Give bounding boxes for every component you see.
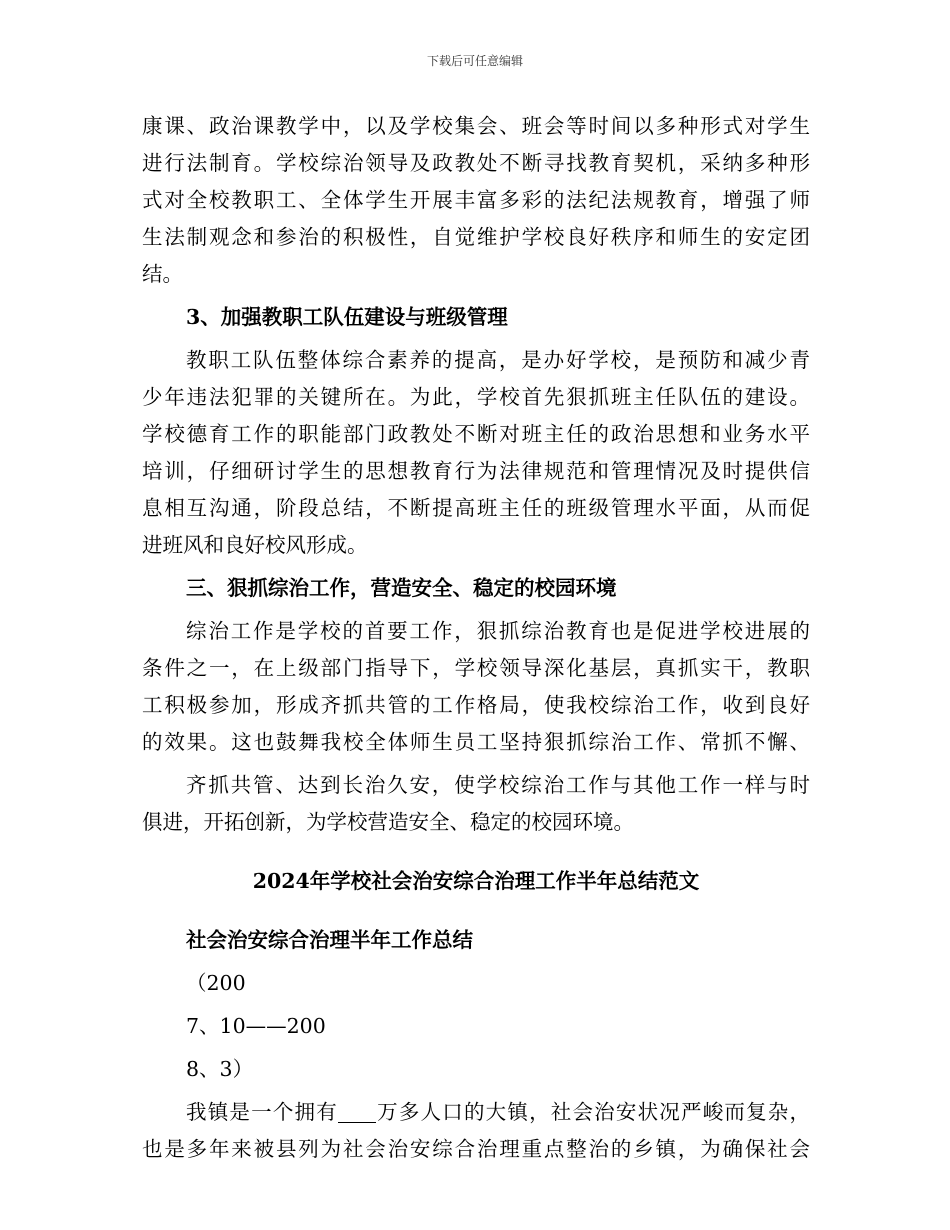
paragraph-line: 教职工队伍整体综合素养的提高，是办好学校，是预防和减少青 [186,348,810,372]
date-line: 7、10——200 [186,1014,326,1038]
paragraph-line: 也是多年来被县列为社会治安综合治理重点整治的乡镇，为确保社会 [142,1137,810,1161]
paragraph-line: 培训，仔细研讨学生的思想教育行为法律规范和管理情况及时提供信 [142,459,810,483]
paragraph-line: 息相互沟通，阶段总结，不断提高班主任的班级管理水平面，从而促 [142,496,810,520]
date-line: 8、3） [186,1057,254,1081]
paragraph-line: 条件之一，在上级部门指导下，学校领导深化基层，真抓实干，教职 [142,656,810,680]
paragraph-line: 进班风和良好校风形成。 [142,533,368,557]
paragraph-text: 我镇是一个拥有 [186,1100,338,1124]
section-heading-san: 三、狠抓综治工作，营造安全、稳定的校园环境 [186,576,617,600]
paragraph-line: 式对全校教职工、全体学生开展丰富多彩的法纪法规教育，增强了师 [142,188,810,212]
document-title: 2024年学校社会治安综合治理工作半年总结范文 [252,869,700,893]
paragraph-line: 结。 [142,262,183,286]
document-body [142,108,810,1168]
document-subtitle: 社会治安综合治理半年工作总结 [186,928,473,952]
paragraph-line: 康课、政治课教学中，以及学校集会、班会等时间以多种形式对学生 [142,114,810,138]
paragraph-line [142,1094,810,1131]
date-line: （200 [186,971,246,995]
paragraph-line: 少年违法犯罪的关键所在。为此，学校首先狠抓班主任队伍的建设。 [142,385,810,409]
section-heading-3: 3、加强教职工队伍建设与班级管理 [186,305,508,329]
paragraph-line: 学校德育工作的职能部门政教处不断对班主任的政治思想和业务水平 [142,422,810,446]
paragraph-text: 万多人口的大镇，社会治安状况严峻而复杂， [375,1100,810,1124]
paragraph-line: 工积极参加，形成齐抓共管的工作格局，使我校综治工作，收到良好 [142,693,810,717]
blank-underline [338,1102,376,1123]
paragraph-line: 生法制观念和参治的积极性，自觉维护学校良好秩序和师生的安定团 [142,225,810,249]
paragraph-line: 的效果。这也鼓舞我校全体师生员工坚持狠抓综治工作、常抓不懈、 [142,730,810,754]
page-header: 下载后可任意编辑 [426,54,523,68]
paragraph-line: 进行法制育。学校综治领导及政教处不断寻找教育契机，采纳多种形 [142,151,810,175]
paragraph-line: 俱进，开拓创新，为学校营造安全、稳定的校园环境。 [142,810,634,834]
paragraph-line: 综治工作是学校的首要工作，狠抓综治教育也是促进学校进展的 [186,619,810,643]
paragraph-line: 齐抓共管、达到长治久安，使学校综治工作与其他工作一样与时 [186,773,810,797]
